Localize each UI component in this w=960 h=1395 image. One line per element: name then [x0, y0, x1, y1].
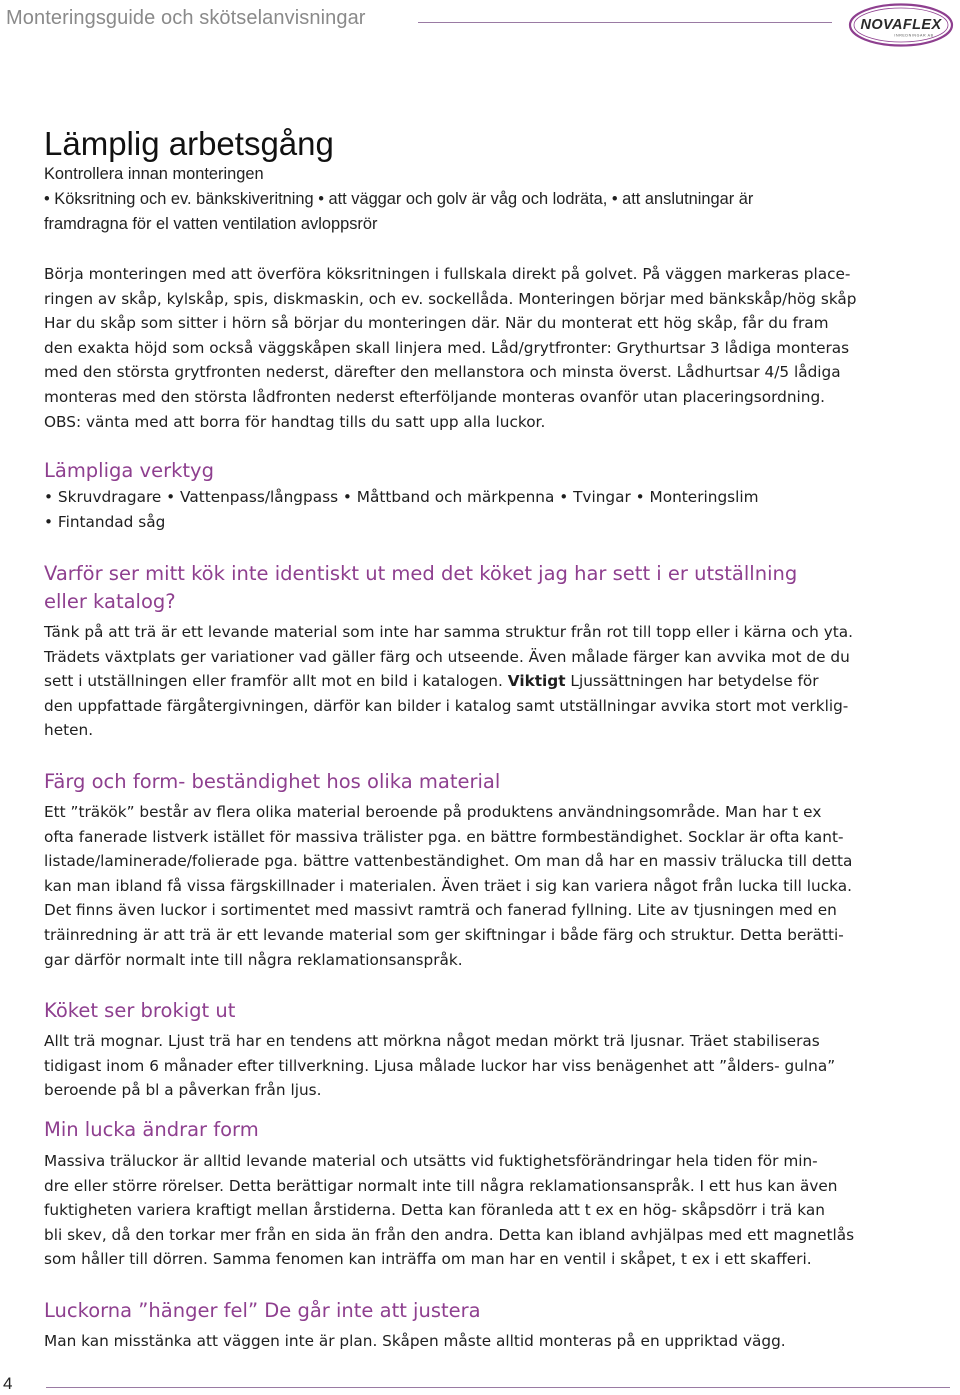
page-number: 4 [3, 1374, 13, 1393]
intro-heading: Kontrollera innan monteringen [44, 165, 264, 183]
text-line: • Fintandad såg [44, 512, 166, 531]
form-paragraph [44, 1149, 924, 1272]
text-line: OBS: vänta med att borra för handtag tills du satt upp alla luckor. [44, 412, 546, 431]
text-line: Allt trä mognar. Ljust trä har en tendens att mörkna något medan mörkt trä ljusnar. Träet stabiliseras [44, 1032, 820, 1050]
text-line: Massiva träluckor är alltid levande material och utsätts vid fuktighetsförändringar hela tiden för min- [44, 1152, 818, 1170]
text-line: fuktigheten variera kraftigt mellan årstiderna. Detta kan föranleda att t ex en hög- skåpsdörr i trä kan [44, 1201, 825, 1220]
text-line: Börja monteringen med att överföra köksritningen i fullskala direkt på golvet. På väggen markeras place- [44, 265, 851, 283]
text-line: med den största grytfronten nederst, därefter den mellanstora och minsta överst. Lådhurtsar 4/5 lådiga [44, 363, 841, 382]
kitchen-paragraph [44, 620, 924, 743]
intro-line: • Köksritning och ev. bänkskiveritning • att väggar och golv är våg och lodräta, • att anslutningar är [44, 190, 754, 208]
text-line: bli skev, då den torkar mer från en sida än från den andra. Detta kan ibland avhjälpas med ett magnetlås [44, 1225, 855, 1244]
main-paragraph [44, 262, 924, 434]
text-line: Trädets växtplats ger variationer vad gäller färg och utseende. Även målade färger kan avvika mot de du [44, 647, 850, 666]
novaflex-logo [848, 2, 954, 48]
text-line: gar därför normalt inte till några reklamationsanspråk. [44, 950, 463, 969]
text-line: träinredning är att trä är ett levande material som ger skiftningar i både färg och struktur. Detta berätti- [44, 925, 844, 944]
logo-wordmark: NOVAFLEX [860, 17, 942, 33]
text-line: som håller till dörren. Samma fenomen kan inträffa om man har en ventil i skåpet, t ex i ett skafferi. [44, 1250, 812, 1269]
hanger-heading: Luckorna ”hänger fel” De går inte att justera [44, 1299, 481, 1322]
header-divider [418, 22, 832, 23]
hanger-paragraph [44, 1329, 924, 1354]
text-line: den exakta höjd som också väggskåpen skall linjera med. Låd/grytfronter: Grythurtsar 3 lådiga monteras [44, 338, 850, 357]
form-heading: Min lucka ändrar form [44, 1118, 259, 1141]
text-line: den uppfattade färgåtergivningen, därför kan bilder i katalog samt utställningar avvika stort mot verklig- [44, 696, 849, 715]
color-heading: Färg och form- beständighet hos olika material [44, 770, 501, 793]
text-line: ofta fanerade listverk istället för massiva trälister pga. en bättre formbeständighet. Socklar är ofta kant- [44, 827, 844, 846]
logo-tagline: INREDNINGAR AB [894, 33, 934, 38]
text-line: Har du skåp som sitter i hörn så börjar du monteringen där. När du monterat ett hög skåp, får du fram [44, 314, 829, 333]
text-line: Ett ”träkök” består av flera olika material beroende på produktens användningsområde. Man har t ex [44, 803, 822, 821]
text-line: monteras med den största lådfronten nederst efterföljande monteras ovanför utan placeringsordning. [44, 387, 826, 406]
intro-line: framdragna för el vatten ventilation avloppsrör [44, 215, 378, 233]
heading-line: Varför ser mitt kök inte identiskt ut med det köket jag har sett i er utställning [44, 562, 798, 585]
text-line: heten. [44, 721, 94, 740]
brokigt-heading: Köket ser brokigt ut [44, 999, 236, 1022]
text-line: ringen av skåp, kylskåp, spis, diskmaskin, och ev. sockellåda. Monteringen börjar med bänkskåp/hög skåp [44, 289, 857, 308]
page-title: Lämplig arbetsgång [44, 125, 334, 163]
tools-list [44, 485, 924, 534]
color-paragraph [44, 800, 924, 972]
text-line: Man kan misstänka att väggen inte är plan. Skåpen måste alltid monteras på en uppriktad vägg. [44, 1332, 786, 1350]
text-line: tidigast inom 6 månader efter tillverkning. Ljusa målade luckor har viss benägenhet att ”ålders- gulna” [44, 1056, 836, 1075]
brokigt-paragraph [44, 1029, 924, 1103]
kitchen-heading [44, 560, 924, 616]
emphasis-word: Viktigt [507, 672, 566, 691]
heading-line: eller katalog? [44, 590, 176, 613]
text-span: sett i utställningen eller framför allt mot en bild i katalogen. [44, 672, 503, 691]
text-line: Tänk på att trä är ett levande material som inte har samma struktur från rot till topp eller i kärna och yta. [44, 623, 854, 641]
text-line: beroende på bl a påverkan från ljus. [44, 1081, 322, 1100]
text-line: • Skruvdragare • Vattenpass/långpass • Måttband och märkpenna • Tvingar • Monteringslim [44, 488, 759, 506]
text-line: Det finns även luckor i sortimentet med massivt ramträ och fanerad fyllning. Lite av tjusningen med en [44, 901, 837, 920]
footer-divider [46, 1387, 950, 1388]
intro-section [44, 162, 924, 237]
tools-heading: Lämpliga verktyg [44, 459, 214, 482]
text-line-with-emphasis [44, 669, 924, 694]
text-line: dre eller större rörelser. Detta berättigar normalt inte till några reklamationsanspråk. I ett hus kan även [44, 1176, 838, 1195]
text-span: Ljussättningen har betydelse för [565, 672, 819, 691]
document-title: Monteringsguide och skötselanvisningar [6, 7, 366, 29]
text-line: listade/laminerade/folierade pga. bättre vattenbeständighet. Om man då har en massiv trälucka till detta [44, 852, 853, 871]
text-line: kan man ibland få vissa färgskillnader i materialen. Även träet i sig kan variera något från lucka till lucka. [44, 876, 852, 895]
